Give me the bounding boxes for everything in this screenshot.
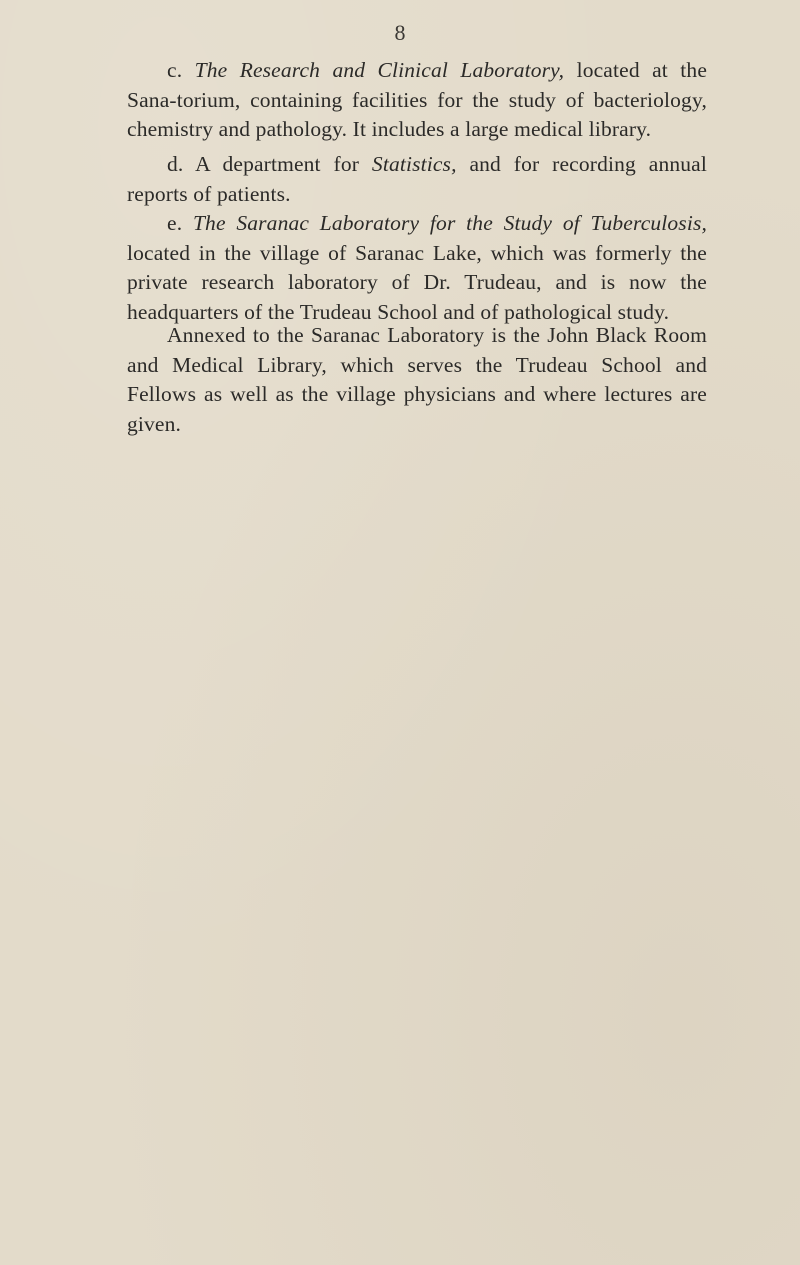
- paragraph-body: located in the village of Saranac Lake, which was formerly the private research laboratory of Dr. Trudeau, and is now the headquarters of the Trudeau School and of pathological study.: [127, 240, 707, 324]
- paragraph-research-laboratory: [127, 56, 707, 145]
- paragraph-title: The Research and Clinical Laboratory,: [194, 58, 565, 82]
- paragraph-title: Statistics,: [371, 152, 457, 176]
- paragraph-label: e.: [167, 211, 183, 235]
- paragraph-label: d.: [167, 152, 184, 176]
- paragraph-annex-library: [127, 321, 707, 439]
- paragraph-pre: A department for: [195, 152, 360, 176]
- paragraph-body: Annexed to the Saranac Laboratory is the John Black Room and Medical Library, which serves the Trudeau School and Fellows as well as the village physicians and where lectures are given.: [127, 323, 707, 436]
- paragraph-statistics-department: [127, 150, 707, 209]
- paragraph-label: c.: [167, 58, 183, 82]
- paragraph-title: The Saranac Laboratory for the Study of Tuberculosis,: [192, 211, 707, 235]
- paragraph-body: and for recording annual reports of patients.: [127, 152, 707, 206]
- paragraph-body: located at the Sana-torium, containing facilities for the study of bacteriology, chemistry and pathology. It includes a large medical library.: [127, 58, 708, 141]
- paragraph-saranac-laboratory: [127, 209, 707, 327]
- page-number: 8: [394, 20, 406, 45]
